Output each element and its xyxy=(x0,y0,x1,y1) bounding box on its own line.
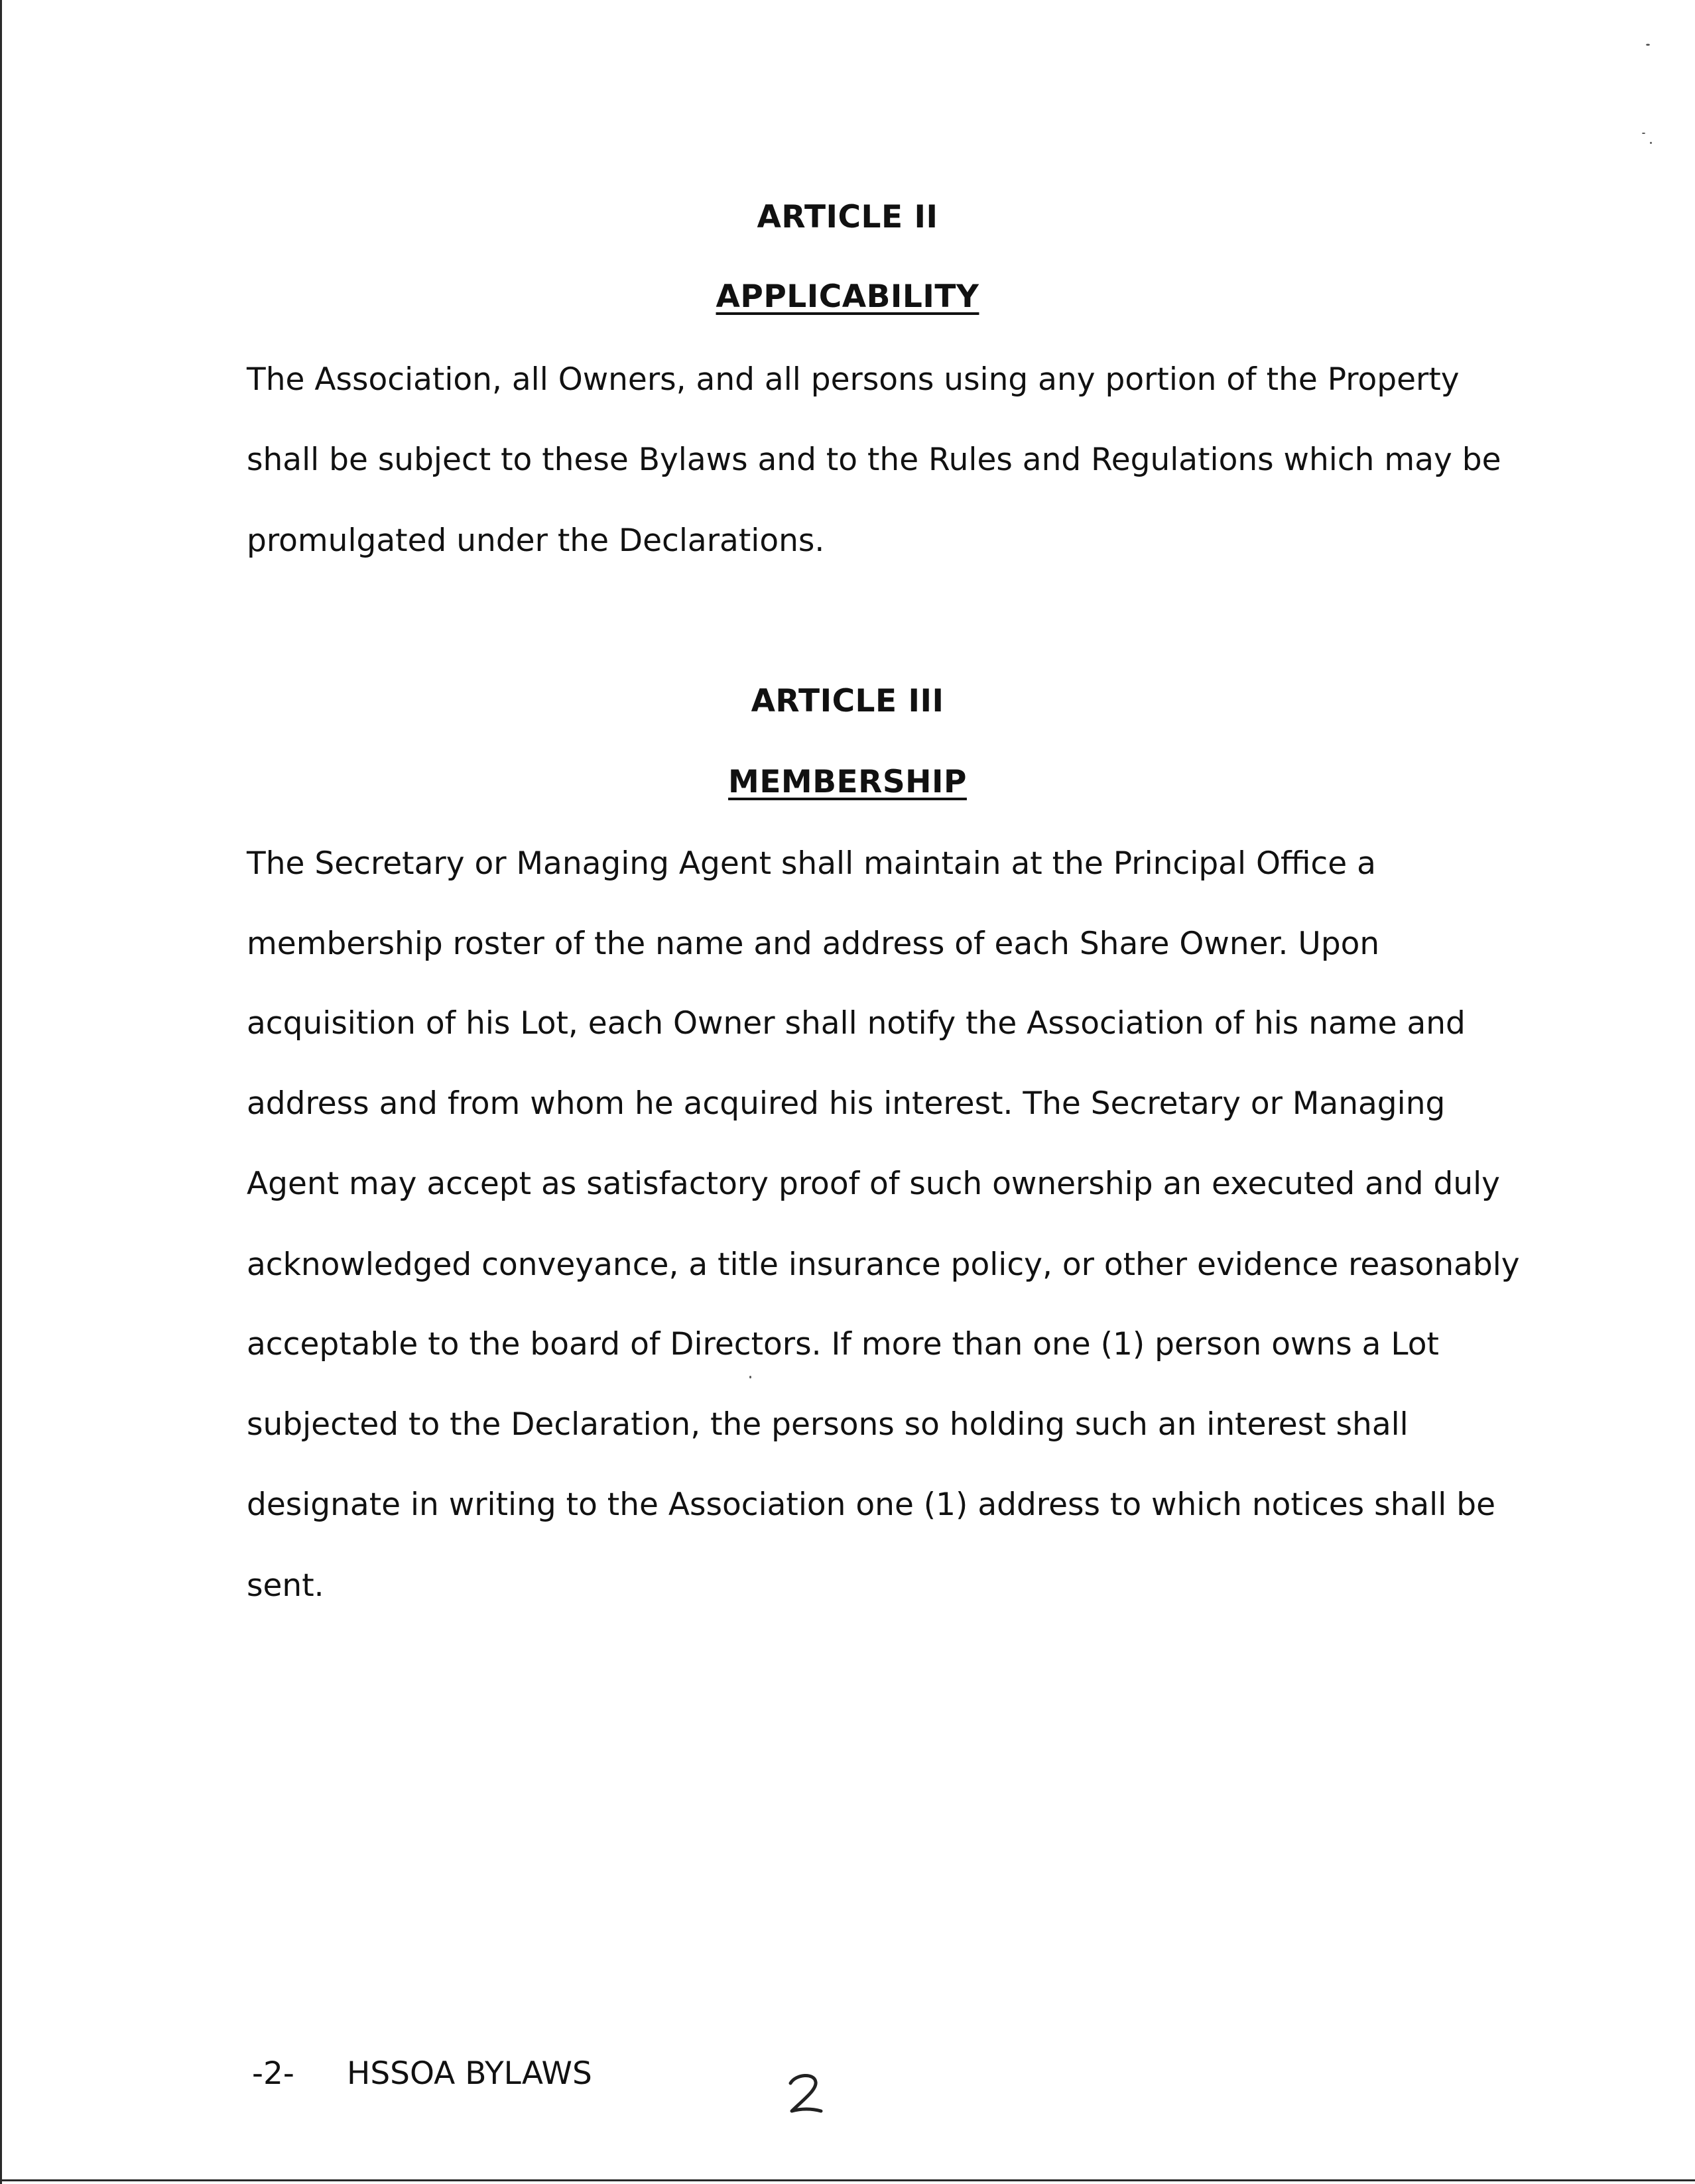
article-3-title-text: MEMBERSHIP xyxy=(728,764,967,800)
article-3-line-2: membership roster of the name and address of each Share Owner. Upon xyxy=(247,926,1380,962)
article-3-line-5: Agent may accept as satisfactory proof of such ownership an executed and duly xyxy=(247,1166,1500,1202)
page-edge-left xyxy=(0,0,2,2184)
article-2-line-1: The Association, all Owners, and all persons using any portion of the Property xyxy=(247,361,1460,398)
article-2-line-2: shall be subject to these Bylaws and to the Rules and Regulations which may be xyxy=(247,442,1501,478)
article-3-number: ARTICLE III xyxy=(751,683,944,719)
handwritten-page-mark xyxy=(783,2069,829,2122)
footer-document-title: HSSOA BYLAWS xyxy=(347,2055,592,2092)
article-2-line-3: promulgated under the Declarations. xyxy=(247,522,825,559)
article-2-number: ARTICLE II xyxy=(757,199,938,235)
scan-speck xyxy=(749,1376,751,1378)
scan-speck xyxy=(1650,142,1652,144)
article-2-title-text: APPLICABILITY xyxy=(716,278,979,315)
article-3-line-1: The Secretary or Managing Agent shall maintain at the Principal Office a xyxy=(247,845,1376,882)
article-3-line-6: acknowledged conveyance, a title insurance policy, or other evidence reasonably xyxy=(247,1246,1520,1283)
page-edge-bottom xyxy=(0,2179,1695,2181)
article-3-line-10: sent. xyxy=(247,1567,324,1604)
article-3-line-8: subjected to the Declaration, the persons so holding such an interest shall xyxy=(247,1406,1409,1443)
scan-speck xyxy=(1642,133,1645,134)
article-3-line-4: address and from whom he acquired his interest. The Secretary or Managing xyxy=(247,1085,1446,1122)
article-3-line-9: designate in writing to the Association one (1) address to which notices shall be xyxy=(247,1486,1495,1523)
scan-speck xyxy=(1646,44,1650,46)
article-2-title xyxy=(0,278,1695,315)
footer-page-number: -2- xyxy=(252,2055,294,2092)
article-3-line-7: acceptable to the board of Directors. If more than one (1) person owns a Lot xyxy=(247,1326,1439,1363)
article-3-title xyxy=(0,764,1695,800)
article-3-line-3: acquisition of his Lot, each Owner shall notify the Association of his name and xyxy=(247,1005,1466,1042)
